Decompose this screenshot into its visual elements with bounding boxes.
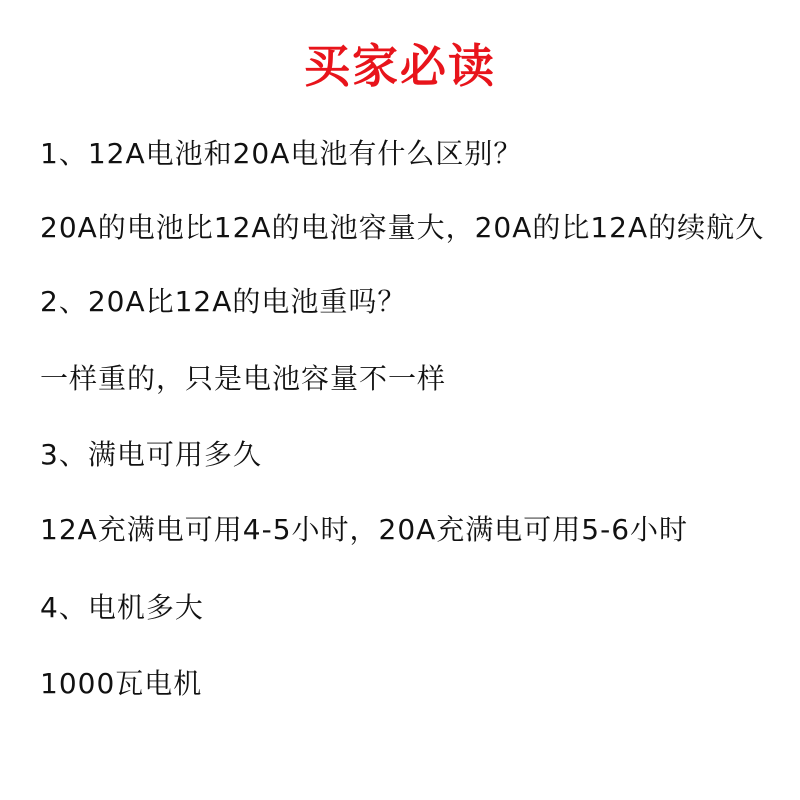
question-1: 1、12A电池和20A电池有什么区别？ [40,137,523,170]
answer-2: 一样重的，只是电池容量不一样 [40,362,447,395]
page-title: 买家必读 [304,39,496,93]
answer-1: 20A的电池比12A的电池容量大，20A的比12A的续航久 [40,211,765,244]
question-4: 4、电机多大 [40,591,204,624]
question-3: 3、满电可用多久 [40,438,262,471]
question-2: 2、20A比12A的电池重吗？ [40,285,407,318]
answer-4: 1000瓦电机 [40,667,203,700]
answer-3: 12A充满电可用4-5小时，20A充满电可用5-6小时 [40,513,689,546]
